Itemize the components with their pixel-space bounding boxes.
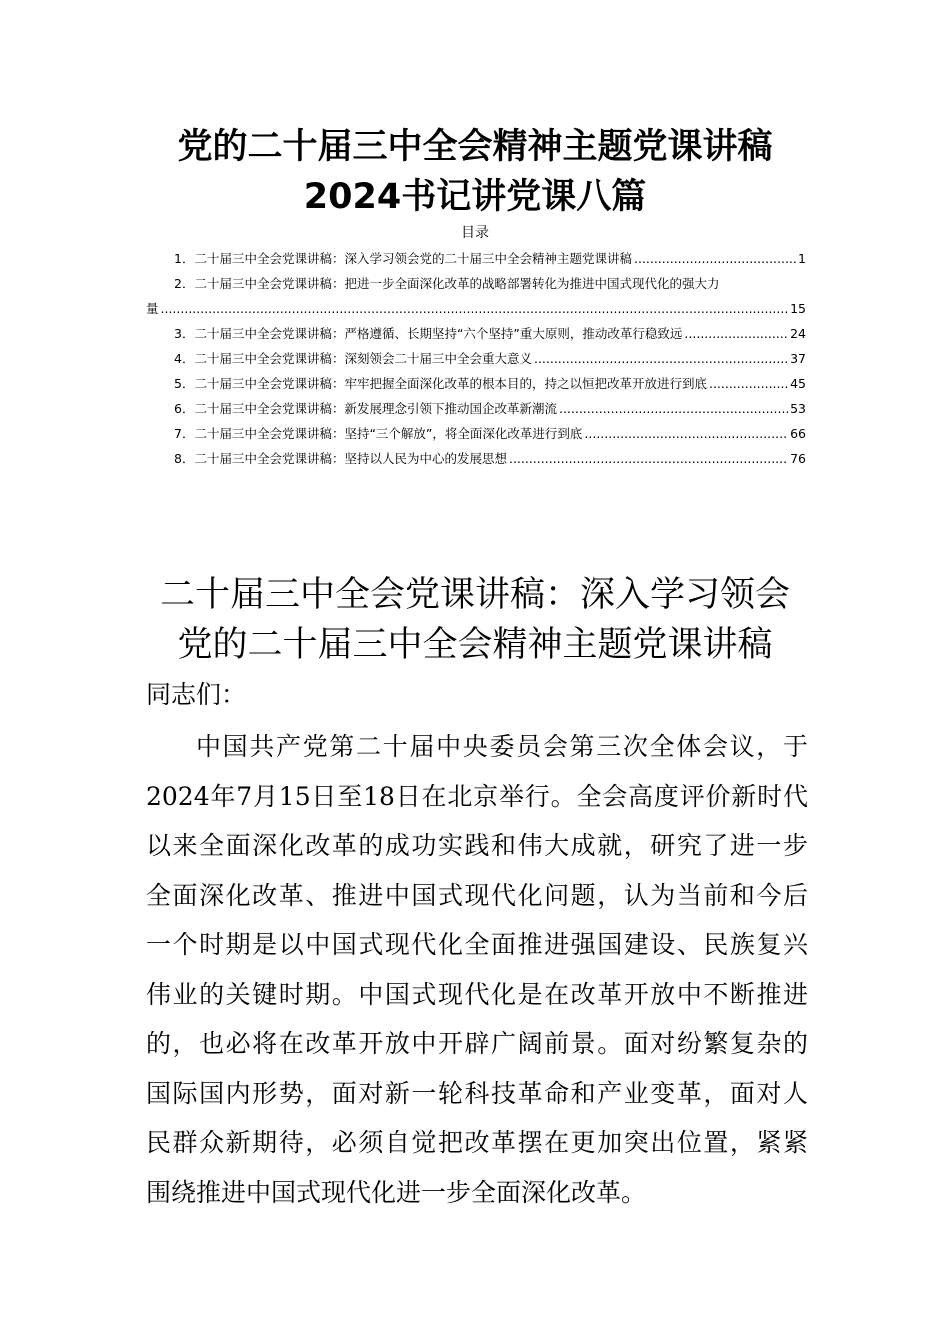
body-line: 一个时期是以中国式现代化全面推进强国建设、民族复兴 bbox=[146, 930, 808, 959]
toc-entry-label: 4．二十届三中全会党课讲稿：深刻领会二十届三中全会重大意义 bbox=[174, 351, 532, 366]
toc-page-number: 53 bbox=[790, 401, 806, 416]
document-title bbox=[130, 122, 820, 222]
toc-leader-dots bbox=[684, 321, 788, 346]
toc-entry-label: 8．二十届三中全会党课讲稿：坚持以人民为中心的发展思想 bbox=[174, 451, 507, 466]
toc-leader-dots bbox=[161, 296, 789, 321]
toc-entry[interactable] bbox=[146, 446, 806, 471]
salutation: 同志们： bbox=[146, 680, 247, 709]
toc-entry-label: 1．二十届三中全会党课讲稿：深入学习领会党的二十届三中全会精神主题党课讲稿 bbox=[174, 251, 632, 266]
toc-page-number: 1 bbox=[798, 251, 806, 266]
toc-entry-label: 3．二十届三中全会党课讲稿：严格遵循、长期坚持“六个坚持”重大原则，推动改革行稳致远 bbox=[174, 326, 683, 341]
toc-leader-dots bbox=[709, 371, 788, 396]
toc-entry-label: 7．二十届三中全会党课讲稿：坚持“三个解放”，将全面深化改革进行到底 bbox=[174, 426, 583, 441]
section-title-line: 二十届三中全会党课讲稿：深入学习领会 bbox=[159, 575, 790, 615]
toc-leader-dots bbox=[509, 446, 788, 471]
section-title bbox=[120, 570, 830, 670]
toc-page-number: 66 bbox=[790, 426, 806, 441]
title-line: 2024书记讲党课八篇 bbox=[303, 177, 647, 217]
toc-entry-label: 2．二十届三中全会党课讲稿：把进一步全面深化改革的战略部署转化为推进中国式现代化的强大力 bbox=[174, 276, 720, 291]
toc-entry[interactable] bbox=[146, 271, 806, 321]
body-line: 的，也必将在改革开放中开辟广阔前景。面对纷繁复杂的 bbox=[146, 1029, 808, 1058]
toc-page-number: 37 bbox=[790, 351, 806, 366]
toc-page-number: 15 bbox=[790, 301, 806, 316]
body-line: 以来全面深化改革的成功实践和伟大成就，研究了进一步 bbox=[146, 831, 808, 860]
table-of-contents bbox=[146, 246, 806, 471]
toc-leader-dots bbox=[534, 346, 788, 371]
section-title-line: 党的二十届三中全会精神主题党课讲稿 bbox=[177, 625, 773, 665]
toc-page-number: 76 bbox=[790, 451, 806, 466]
toc-entry[interactable] bbox=[146, 371, 806, 396]
body-line: 民群众新期待，必须自觉把改革摆在更加突出位置，紧紧 bbox=[146, 1128, 808, 1157]
toc-leader-dots bbox=[559, 396, 788, 421]
toc-page-number: 45 bbox=[790, 376, 806, 391]
body-line: 围绕推进中国式现代化进一步全面深化改革。 bbox=[146, 1177, 647, 1207]
toc-entry[interactable] bbox=[146, 321, 806, 346]
body-paragraph bbox=[146, 722, 808, 1217]
body-line: 全面深化改革、推进中国式现代化问题，认为当前和今后 bbox=[146, 880, 808, 910]
toc-entry[interactable] bbox=[146, 396, 806, 421]
title-line: 党的二十届三中全会精神主题党课讲稿 bbox=[177, 127, 773, 167]
body-line: 国际国内形势，面对新一轮科技革命和产业变革，面对人 bbox=[146, 1078, 808, 1108]
toc-entry-label: 6．二十届三中全会党课讲稿：新发展理念引领下推动国企改革新潮流 bbox=[174, 401, 557, 416]
body-line: 中国共产党第二十届中央委员会第三次全体会议，于 bbox=[196, 732, 808, 761]
toc-heading: 目录 bbox=[461, 225, 489, 241]
toc-leader-dots bbox=[634, 246, 796, 271]
body-line: 伟业的关键时期。中国式现代化是在改革开放中不断推进 bbox=[146, 979, 808, 1009]
toc-leader-dots bbox=[584, 421, 788, 446]
toc-page-number: 24 bbox=[790, 326, 806, 341]
toc-entry-label: 5．二十届三中全会党课讲稿：牢牢把握全面深化改革的根本目的，持之以恒把改革开放进行到底 bbox=[174, 376, 707, 391]
toc-entry-label-continued: 量 bbox=[146, 301, 159, 316]
toc-entry[interactable] bbox=[146, 421, 806, 446]
body-line: 2024年7月15日至18日在北京举行。全会高度评价新时代 bbox=[146, 781, 808, 811]
toc-entry[interactable] bbox=[146, 246, 806, 271]
toc-entry[interactable] bbox=[146, 346, 806, 371]
